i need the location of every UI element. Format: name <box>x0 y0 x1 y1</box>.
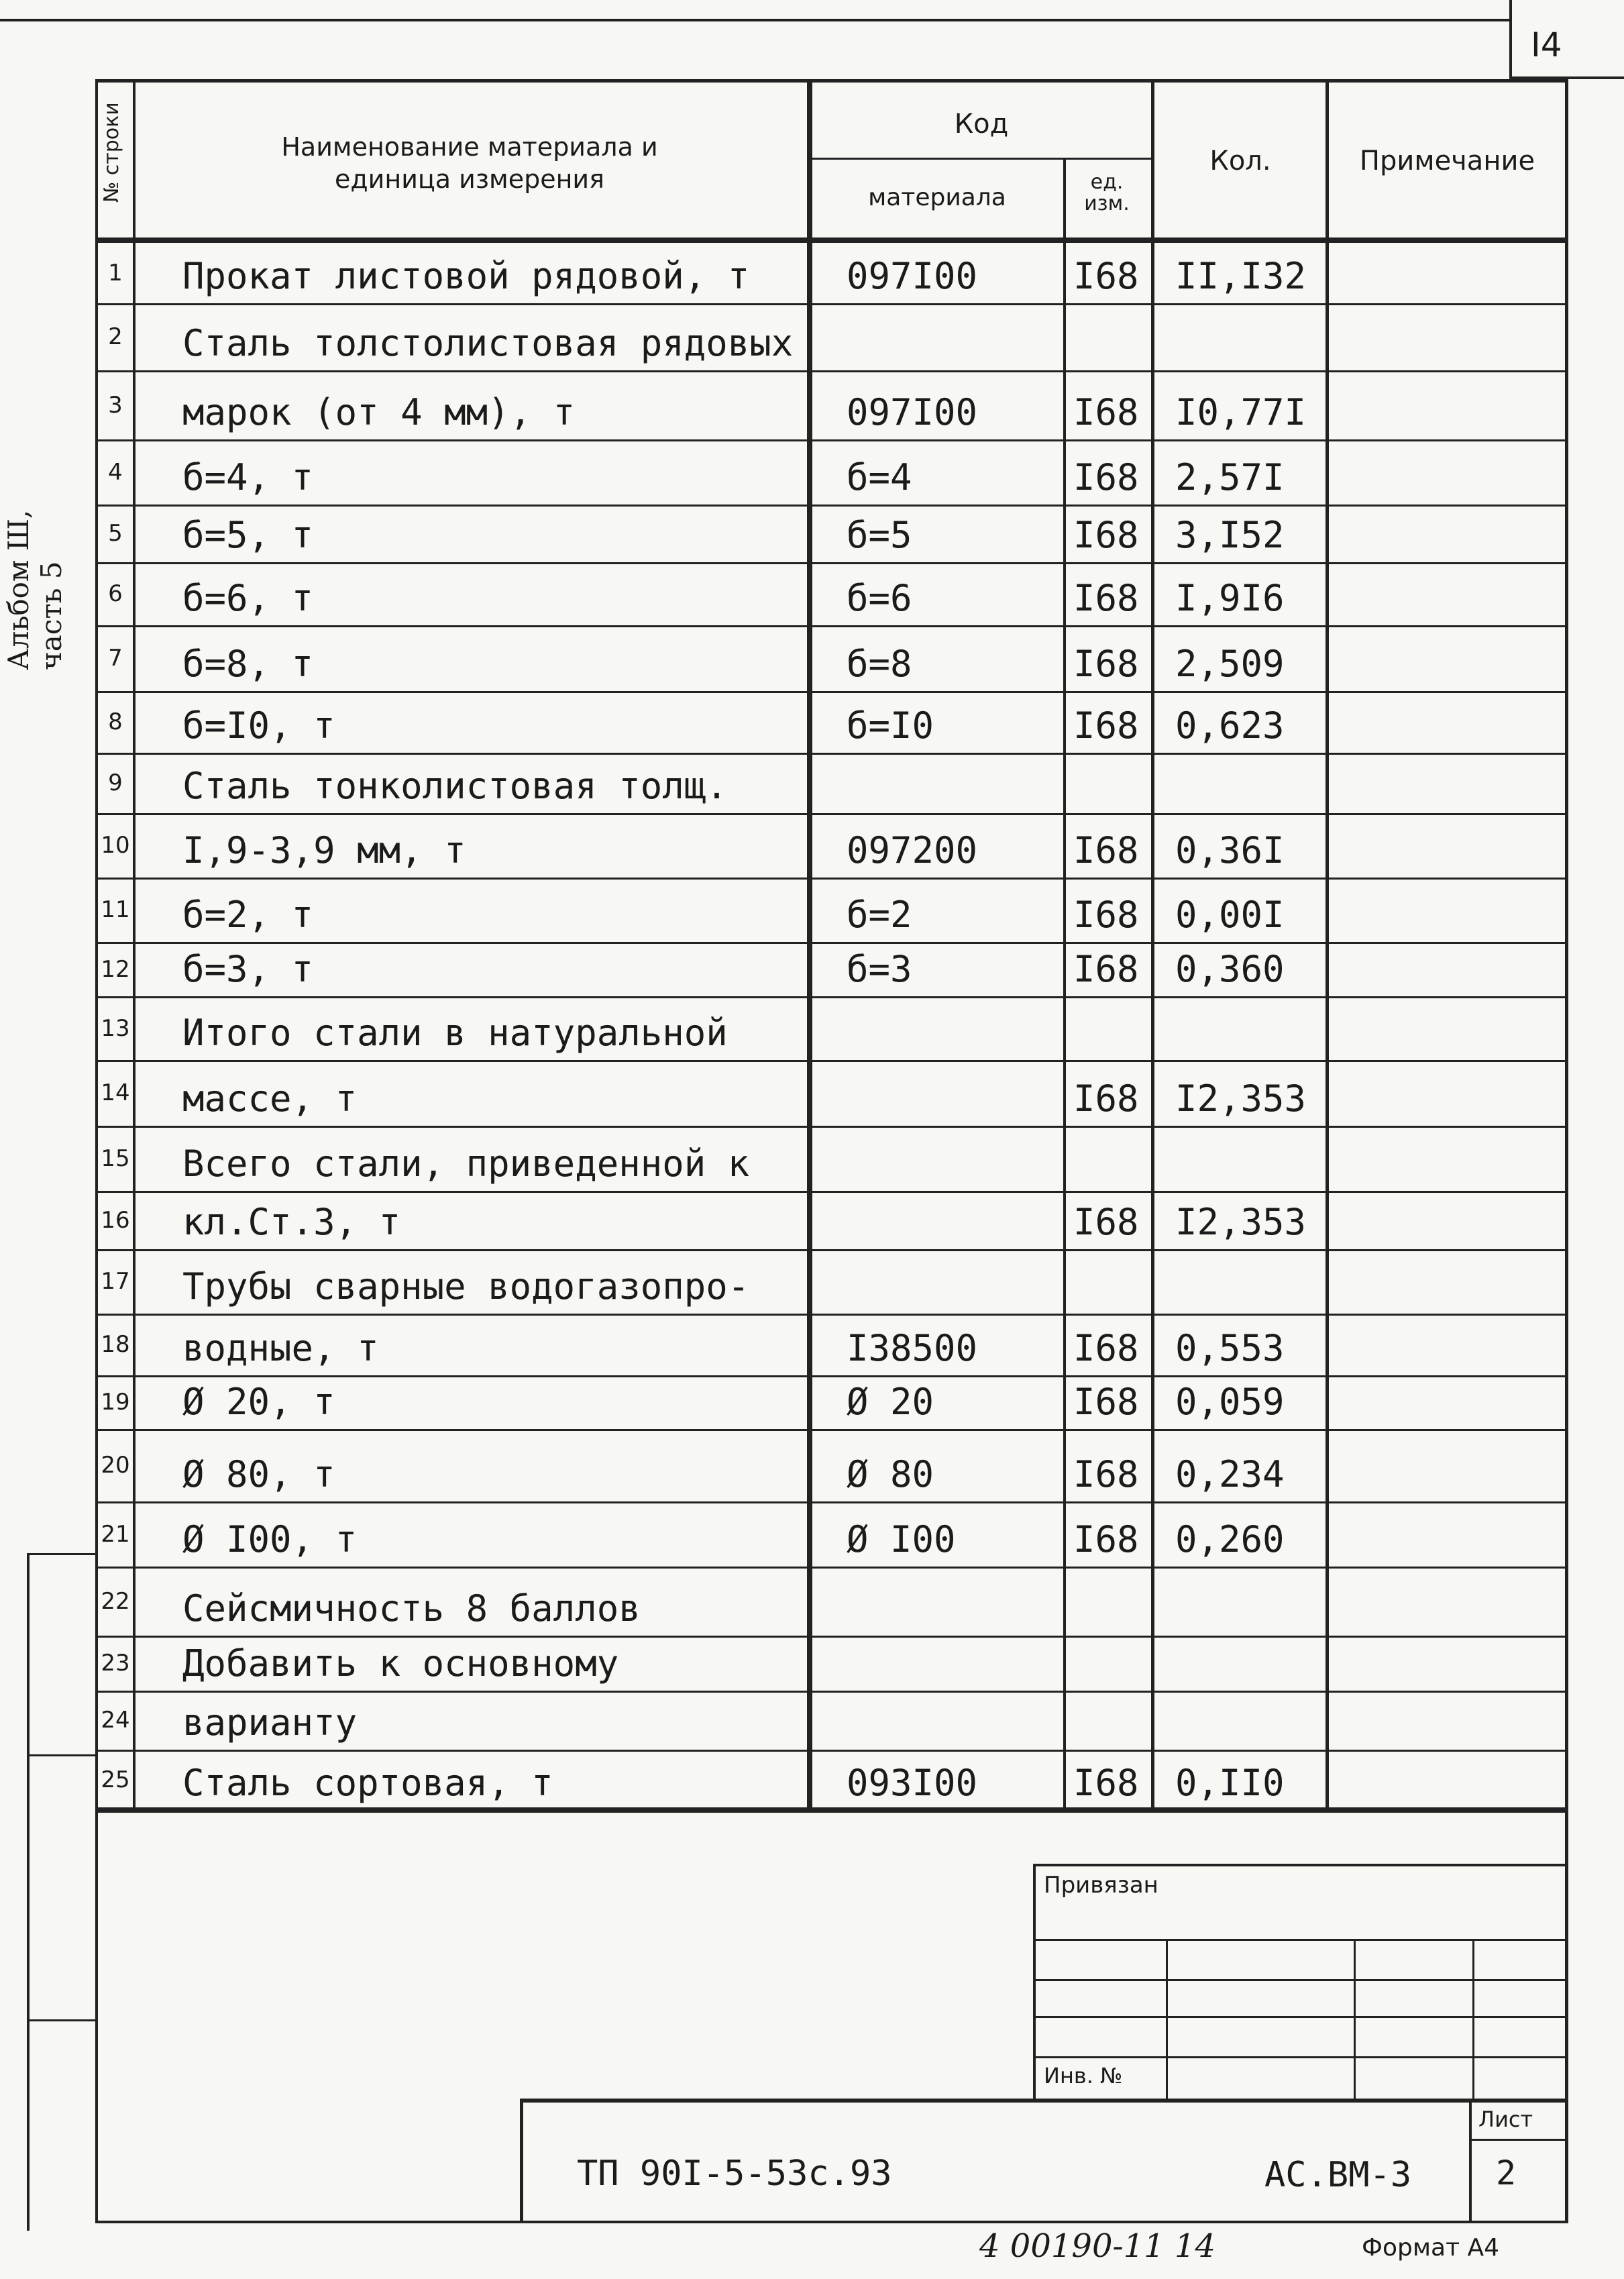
sheet-number: 2 <box>1496 2154 1517 2192</box>
quantity: 2,57I <box>1175 456 1285 498</box>
material-code: б=5 <box>847 514 912 556</box>
row-number: 9 <box>108 770 123 796</box>
quantity: 0,36I <box>1175 829 1285 871</box>
unit-code: I68 <box>1073 1381 1139 1423</box>
unit-code: I68 <box>1073 577 1139 619</box>
material-code: Ø 20 <box>847 1381 934 1423</box>
unit-code: I68 <box>1073 948 1139 990</box>
material-name: массе, т <box>182 1077 358 1120</box>
material-name: Ø 20, т <box>182 1381 335 1423</box>
bound-label: Привязан <box>1044 1872 1158 1899</box>
row-number: 17 <box>101 1268 130 1295</box>
material-name: водные, т <box>182 1327 379 1369</box>
unit-code: I68 <box>1073 456 1139 498</box>
unit-code: I68 <box>1073 643 1139 685</box>
unit-code: I68 <box>1073 391 1139 433</box>
quantity: 0,234 <box>1175 1453 1285 1495</box>
document-number: ТП 90I-5-53с.93 <box>577 2154 892 2194</box>
quantity: 3,I52 <box>1175 514 1285 556</box>
material-code: б=4 <box>847 456 912 498</box>
row-number: 8 <box>108 708 123 735</box>
material-code: 097I00 <box>847 255 978 297</box>
row-number: 1 <box>108 260 123 286</box>
row-number: 24 <box>101 1707 130 1734</box>
material-code: б=6 <box>847 577 912 619</box>
material-name: кл.Ст.3, т <box>182 1201 401 1243</box>
unit-code: I68 <box>1073 1453 1139 1495</box>
material-code: б=I0 <box>847 704 934 747</box>
material-name: Трубы сварные водогазопро- <box>182 1265 750 1308</box>
material-name: б=5, т <box>182 514 314 556</box>
row-number: 16 <box>101 1206 130 1234</box>
unit-code: I68 <box>1073 1327 1139 1369</box>
header-row-number: № строки <box>100 102 123 203</box>
header-note: Примечание <box>1359 146 1535 176</box>
material-name: б=2, т <box>182 894 314 936</box>
quantity: II,I32 <box>1175 255 1307 297</box>
format-label: Формат А4 <box>1362 2234 1500 2262</box>
row-number: 12 <box>101 955 130 983</box>
quantity: 0,059 <box>1175 1381 1285 1423</box>
material-name: Сталь тонколистовая толщ. <box>182 765 728 807</box>
unit-code: I68 <box>1073 255 1139 297</box>
unit-code: I68 <box>1073 1201 1139 1243</box>
sheet-label: Лист <box>1478 2107 1533 2132</box>
quantity: I2,353 <box>1175 1201 1307 1243</box>
quantity: 0,553 <box>1175 1327 1285 1369</box>
material-name: Ø 80, т <box>182 1453 335 1495</box>
quantity: 0,00I <box>1175 894 1285 936</box>
row-number: 22 <box>101 1587 130 1615</box>
row-number: 20 <box>101 1452 130 1479</box>
header-material-code: материала <box>868 184 1006 211</box>
material-name: варианту <box>182 1701 358 1744</box>
unit-code: I68 <box>1073 1762 1139 1804</box>
handwritten-note: 4 00190-11 14 <box>979 2227 1216 2265</box>
header-code: Код <box>954 109 1009 140</box>
material-code: 097200 <box>847 829 978 871</box>
quantity: 2,509 <box>1175 643 1285 685</box>
row-number: 4 <box>108 458 123 486</box>
material-code: б=2 <box>847 894 912 936</box>
material-name: марок (от 4 мм), т <box>182 391 576 433</box>
material-code: б=3 <box>847 948 912 990</box>
quantity: 0,260 <box>1175 1518 1285 1560</box>
unit-code: I68 <box>1073 704 1139 747</box>
row-number: 21 <box>101 1520 130 1548</box>
row-number: 14 <box>101 1079 130 1106</box>
quantity: I0,77I <box>1175 391 1307 433</box>
row-number: 19 <box>101 1389 130 1416</box>
material-name: Прокат листовой рядовой, т <box>182 255 750 297</box>
row-number: 18 <box>101 1331 130 1358</box>
material-name: б=4, т <box>182 456 314 498</box>
row-number: 11 <box>101 896 130 923</box>
material-name: Сейсмичность 8 баллов <box>182 1587 641 1630</box>
material-name: Итого стали в натуральной <box>182 1012 728 1054</box>
row-number: 15 <box>101 1145 130 1172</box>
row-number: 10 <box>101 832 130 859</box>
material-code: I38500 <box>847 1327 978 1369</box>
material-name: I,9-3,9 мм, т <box>182 829 466 871</box>
inventory-label: Инв. № <box>1044 2063 1123 2088</box>
material-name: б=6, т <box>182 577 314 619</box>
unit-code: I68 <box>1073 1077 1139 1120</box>
row-number: 13 <box>101 1014 130 1042</box>
material-name: б=8, т <box>182 643 314 685</box>
row-number: 5 <box>108 520 123 547</box>
row-number: 25 <box>101 1766 130 1793</box>
row-number: 23 <box>101 1650 130 1677</box>
material-code: Ø 80 <box>847 1453 934 1495</box>
row-number: 6 <box>108 580 123 607</box>
row-number: 2 <box>108 323 123 350</box>
material-name: б=I0, т <box>182 704 335 747</box>
material-name: Всего стали, приведенной к <box>182 1143 750 1185</box>
material-name: Сталь сортовая, т <box>182 1762 553 1804</box>
quantity: 0,623 <box>1175 704 1285 747</box>
material-name: Ø I00, т <box>182 1518 358 1560</box>
row-number: 7 <box>108 645 123 672</box>
quantity: I2,353 <box>1175 1077 1307 1120</box>
unit-code: I68 <box>1073 894 1139 936</box>
material-code: б=8 <box>847 643 912 685</box>
header-quantity: Кол. <box>1209 146 1271 176</box>
unit-code: I68 <box>1073 514 1139 556</box>
quantity: 0,II0 <box>1175 1762 1285 1804</box>
material-name: б=3, т <box>182 948 314 990</box>
page-number: I4 <box>1531 25 1562 64</box>
material-name: Добавить к основному <box>182 1642 619 1685</box>
side-album-text: Альбом Ш, часть 5 <box>2 509 68 670</box>
material-code: Ø I00 <box>847 1518 956 1560</box>
header-material-name: Наименование материала и единица измерения <box>281 132 658 194</box>
quantity: I,9I6 <box>1175 577 1285 619</box>
quantity: 0,360 <box>1175 948 1285 990</box>
header-unit: ед. изм. <box>1084 170 1130 215</box>
unit-code: I68 <box>1073 1518 1139 1560</box>
material-name: Сталь толстолистовая рядовых <box>182 322 794 364</box>
material-code: 097I00 <box>847 391 978 433</box>
unit-code: I68 <box>1073 829 1139 871</box>
material-code: 093I00 <box>847 1762 978 1804</box>
row-number: 3 <box>108 391 123 419</box>
document-code: АС.ВМ-3 <box>1264 2155 1412 2195</box>
